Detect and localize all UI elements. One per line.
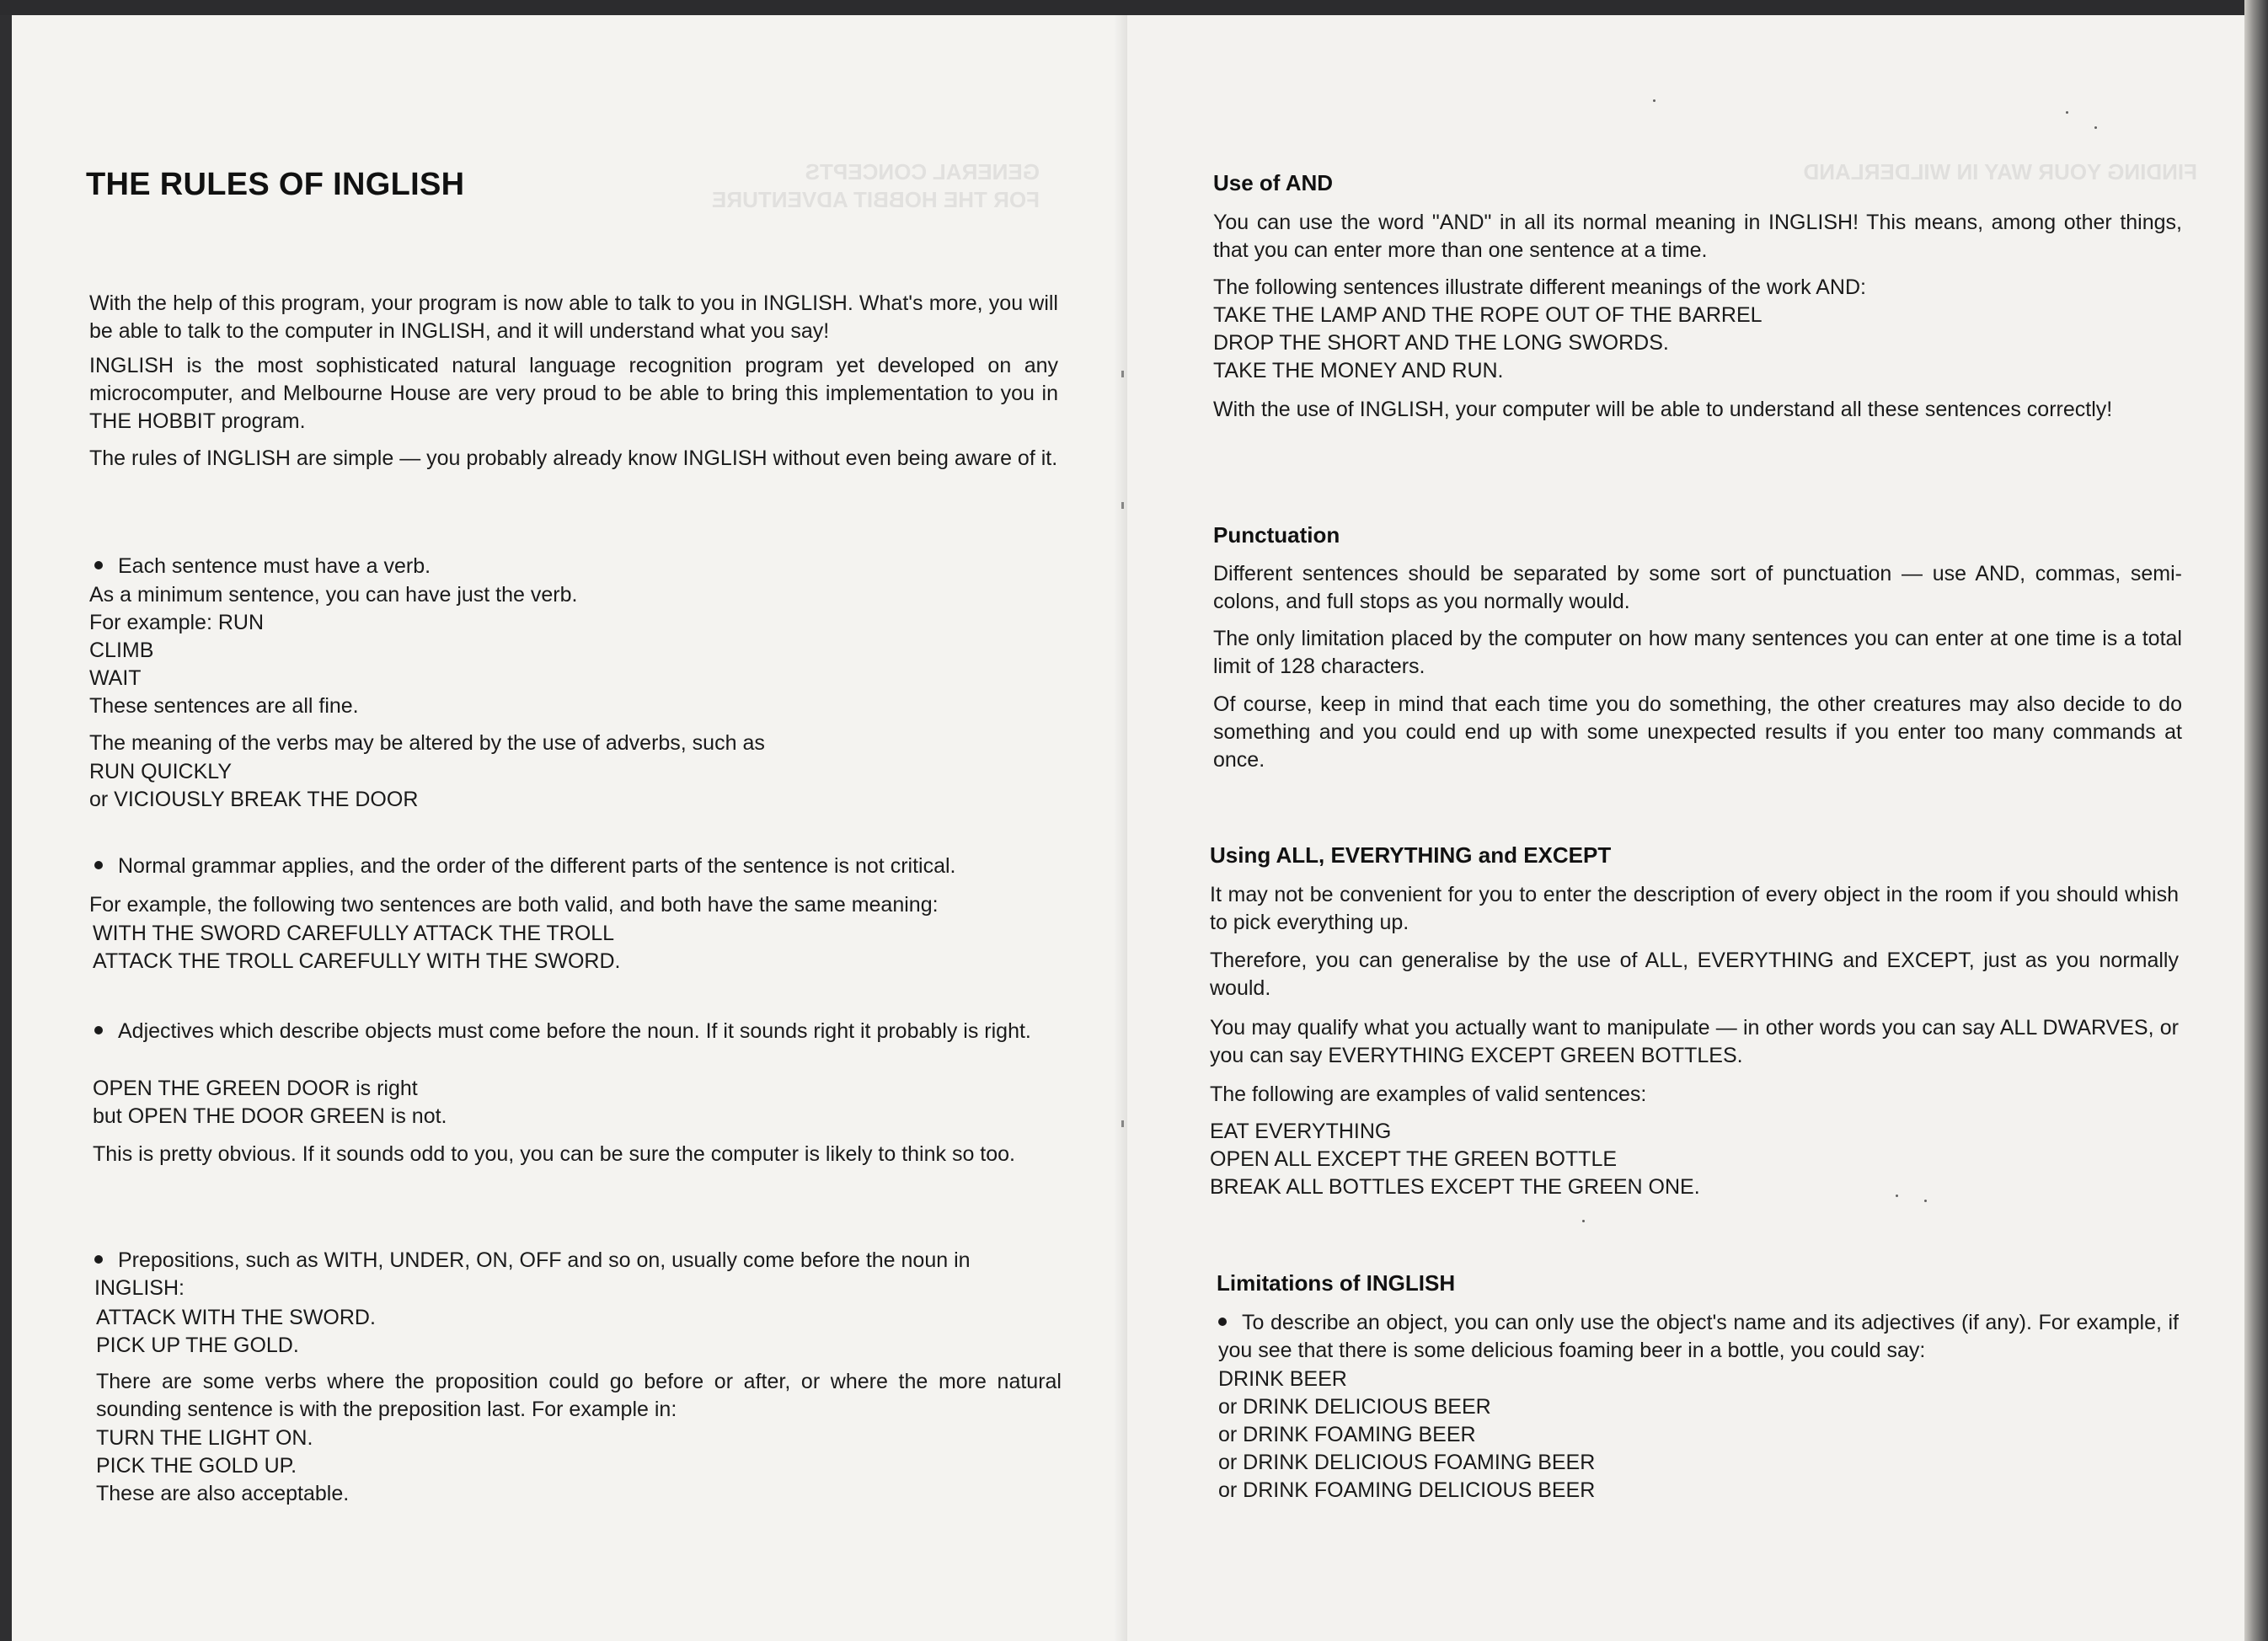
dust-speck (1924, 1200, 1927, 1202)
paragraph-sophisticated: INGLISH is the most sophisticated natural language recognition program yet developed on any microcomputer, and Melbourne House are very proud to be able to bring this implementation to you in THE HOBBIT program. (89, 354, 1058, 433)
paragraph-rules-simple: The rules of INGLISH are simple — you probably already know INGLISH without even being aware of it. (89, 446, 1058, 470)
paragraph-punctuation-limit: The only limitation placed by the computer on how many sentences you can enter at one time is a total limit of 128 characters. (1213, 627, 2182, 678)
example-line: or DRINK DELICIOUS BEER (1218, 1395, 1491, 1419)
bullet-adjectives (94, 1018, 1063, 1045)
paragraph-all-qualify: You may qualify what you actually want to manipulate — in other words you can say ALL DWARVES, or you can say EVERYTHING EXCEPT GREEN BOTTLES. (1210, 1016, 2179, 1067)
closing-line: These are also acceptable. (96, 1482, 350, 1505)
show-through-text: GENERAL CONCEPTS FOR THE HOBBIT ADVENTURE (711, 159, 1040, 212)
scan-right-edge (2244, 0, 2268, 1641)
paragraph-all-generalise: Therefore, you can generalise by the use of ALL, EVERYTHING and EXCEPT, just as you normally would. (1210, 949, 2179, 1000)
bullet-verb (94, 553, 1055, 580)
paragraph-punctuation-creatures: Of course, keep in mind that each time you do something, the other creatures may also decide to do something and you could end up with some unexpected results if you enter too many commands at once. (1213, 692, 2182, 772)
example-line: OPEN THE GREEN DOOR is right (93, 1077, 418, 1100)
fold-mark (1121, 1120, 1124, 1127)
paragraph-and-examples-intro: The following sentences illustrate different meanings of the work AND: (1213, 275, 1866, 299)
line: CLIMB (89, 639, 154, 662)
example-line: RUN QUICKLY (89, 760, 233, 783)
line: These sentences are all fine. (89, 694, 359, 718)
bullet-limitations (1218, 1309, 2179, 1365)
dust-speck (1582, 1220, 1585, 1222)
dust-speck (2094, 126, 2097, 129)
bullet-limitations-text: To describe an object, you can only use the object's name and its adjectives (if any). For example, if you see that there is some delicious foaming beer in a bottle, you could say: (1218, 1311, 2179, 1362)
bullet-verb-text: Each sentence must have a verb. (118, 554, 431, 578)
fold-mark (1121, 371, 1124, 377)
left-page (12, 15, 1127, 1641)
bullet-prepositions (94, 1247, 1063, 1302)
bullet-dot (94, 561, 103, 569)
bullet-grammar (94, 853, 1072, 880)
section-heading-and: Use of AND (1213, 170, 1334, 195)
example-line: ATTACK THE TROLL CAREFULLY WITH THE SWORD. (93, 949, 621, 973)
example-line: or DRINK FOAMING BEER (1218, 1423, 1476, 1446)
example-line: DROP THE SHORT AND THE LONG SWORDS. (1213, 331, 1669, 355)
example-line: BREAK ALL BOTTLES EXCEPT THE GREEN ONE. (1210, 1175, 1700, 1199)
bullet-dot (1218, 1318, 1227, 1326)
dust-speck (2066, 111, 2068, 114)
example-line: or VICIOUSLY BREAK THE DOOR (89, 788, 419, 811)
example-line: DRINK BEER (1218, 1367, 1347, 1391)
bullet-adjectives-text: Adjectives which describe objects must come before the noun. If it sounds right it probably is right. (118, 1019, 1031, 1043)
scan-top-edge (0, 0, 2268, 15)
example-line: or DRINK DELICIOUS FOAMING BEER (1218, 1451, 1596, 1474)
example-line: TURN THE LIGHT ON. (96, 1426, 313, 1450)
paragraph-preposition-last: There are some verbs where the proposition could go before or after, or where the more natural sounding sentence is with the preposition last. For example in: (96, 1370, 1062, 1421)
bullet-dot (94, 1255, 103, 1264)
dust-speck (1896, 1195, 1898, 1197)
example-line: TAKE THE MONEY AND RUN. (1213, 359, 1504, 382)
paragraph-all-examples-intro: The following are examples of valid sentences: (1210, 1082, 1647, 1106)
bullet-grammar-text: Normal grammar applies, and the order of the different parts of the sentence is not critical. (118, 854, 956, 878)
section-heading-punctuation: Punctuation (1213, 522, 1340, 548)
section-heading-limitations: Limitations of INGLISH (1217, 1270, 1456, 1296)
bullet-prepositions-text: Prepositions, such as WITH, UNDER, ON, OFF and so on, usually come before the noun in INGLISH: (94, 1248, 971, 1300)
paragraph-and-meaning: You can use the word "AND" in all its normal meaning in INGLISH! This means, among other things, that you can enter more than one sentence at a time. (1213, 211, 2182, 262)
paragraph-example: For example, the following two sentences are both valid, and both have the same meaning: (89, 893, 939, 917)
example-line: WITH THE SWORD CAREFULLY ATTACK THE TROLL (93, 922, 615, 945)
dust-speck (1653, 99, 1656, 102)
paragraph-adverbs: The meaning of the verbs may be altered by the use of adverbs, such as (89, 731, 765, 755)
section-heading-all: Using ALL, EVERYTHING and EXCEPT (1210, 842, 1612, 868)
example-line: OPEN ALL EXCEPT THE GREEN BOTTLE (1210, 1147, 1618, 1171)
paragraph-punctuation-separate: Different sentences should be separated by some sort of punctuation — use AND, commas, semi-colons, and full stops as you normally would. (1213, 562, 2182, 613)
bullet-dot (94, 861, 103, 869)
line: For example: RUN (89, 611, 264, 634)
example-line: ATTACK WITH THE SWORD. (96, 1306, 376, 1329)
paragraph-intro: With the help of this program, your program is now able to talk to you in INGLISH. What's more, you will be able to talk to the computer in INGLISH, and it will understand what you say! (89, 291, 1058, 343)
page-title: THE RULES OF INGLISH (86, 167, 465, 202)
example-line: or DRINK FOAMING DELICIOUS BEER (1218, 1478, 1596, 1502)
line: WAIT (89, 666, 142, 690)
example-line: EAT EVERYTHING (1210, 1120, 1392, 1143)
paragraph-all-convenient: It may not be convenient for you to enter the description of every object in the room if you should whish to pick everything up. (1210, 883, 2179, 934)
fold-mark (1121, 502, 1124, 509)
example-line: but OPEN THE DOOR GREEN is not. (93, 1104, 447, 1128)
line: As a minimum sentence, you can have just the verb. (89, 583, 578, 607)
example-line: PICK UP THE GOLD. (96, 1334, 299, 1357)
bullet-dot (94, 1026, 103, 1034)
example-line: TAKE THE LAMP AND THE ROPE OUT OF THE BARREL (1213, 303, 1763, 327)
paragraph-and-correctly: With the use of INGLISH, your computer will be able to understand all these sentences correctly! (1213, 398, 2113, 421)
show-through-text: FINDING YOUR WAY IN WILDERLAND (1803, 159, 2197, 184)
paragraph-obvious: This is pretty obvious. If it sounds odd to you, you can be sure the computer is likely to think so too. (93, 1142, 1016, 1166)
example-line: PICK THE GOLD UP. (96, 1454, 297, 1478)
